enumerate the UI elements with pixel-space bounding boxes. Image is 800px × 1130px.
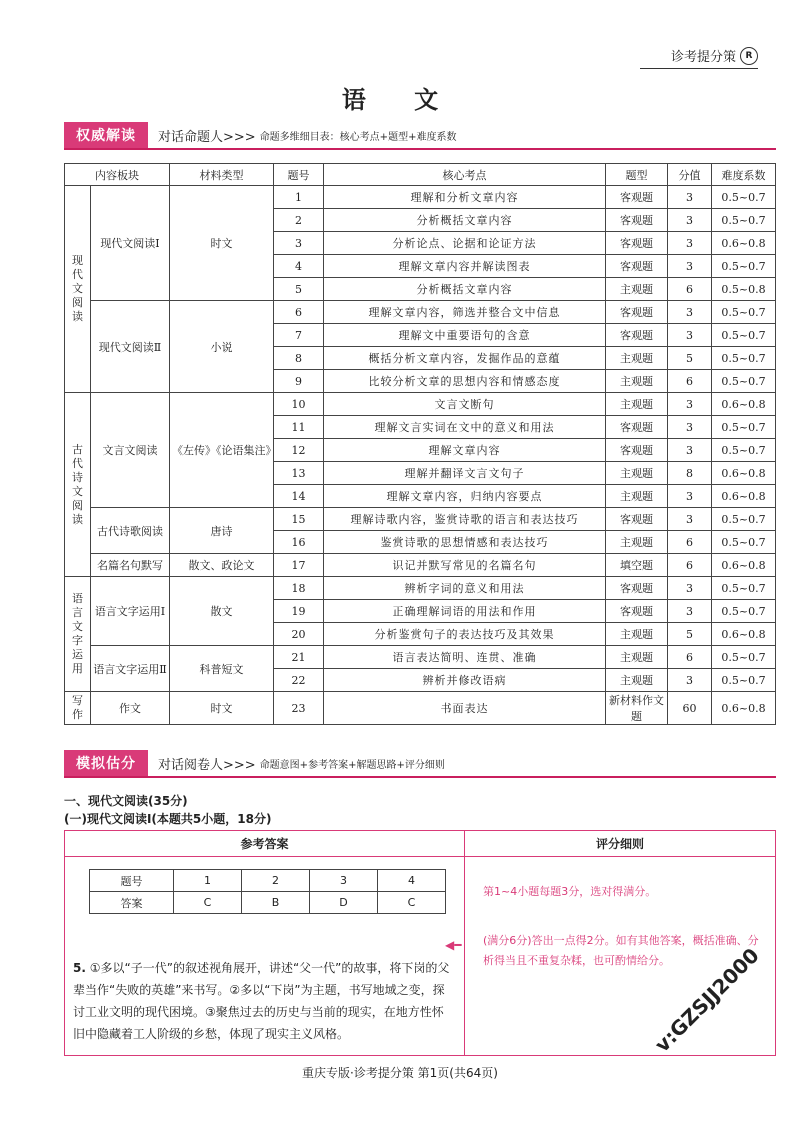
question-number: 11 xyxy=(274,416,324,439)
q5-number: 5. xyxy=(73,961,86,975)
score: 6 xyxy=(668,554,712,577)
score: 3 xyxy=(668,439,712,462)
block-name: 语 言 文 字 运 用 xyxy=(65,577,91,692)
difficulty: 0.5~0.7 xyxy=(712,416,776,439)
score: 6 xyxy=(668,278,712,301)
score: 6 xyxy=(668,531,712,554)
mc-qnum: 1 xyxy=(174,870,242,892)
difficulty: 0.5~0.7 xyxy=(712,347,776,370)
question-type: 填空题 xyxy=(606,554,668,577)
score: 3 xyxy=(668,600,712,623)
difficulty: 0.5~0.7 xyxy=(712,255,776,278)
core-point: 鉴赏诗歌的思想情感和表达技巧 xyxy=(324,531,606,554)
core-point: 分析鉴赏句子的表达技巧及其效果 xyxy=(324,623,606,646)
core-point: 识记并默写常见的名篇名句 xyxy=(324,554,606,577)
difficulty: 0.5~0.7 xyxy=(712,577,776,600)
col-header: 分值 xyxy=(668,164,712,186)
core-point: 语言表达简明、连贯、准确 xyxy=(324,646,606,669)
col-header: 材料类型 xyxy=(170,164,274,186)
material-type: 小说 xyxy=(170,301,274,393)
sub-block-name: 语言文字运用Ⅱ xyxy=(91,646,170,692)
question-number: 23 xyxy=(274,692,324,725)
question-number: 13 xyxy=(274,462,324,485)
score: 6 xyxy=(668,646,712,669)
core-point: 理解诗歌内容，鉴赏诗歌的语言和表达技巧 xyxy=(324,508,606,531)
question-number: 2 xyxy=(274,209,324,232)
difficulty: 0.6~0.8 xyxy=(712,485,776,508)
difficulty: 0.6~0.8 xyxy=(712,393,776,416)
col-header: 核心考点 xyxy=(324,164,606,186)
score: 3 xyxy=(668,186,712,209)
q5-answer xyxy=(73,957,453,1045)
table-row xyxy=(90,892,446,914)
watermark: v:GZSJJ2000 xyxy=(650,943,764,1057)
mc-answer: D xyxy=(310,892,378,914)
core-point: 理解文中重要语句的含意 xyxy=(324,324,606,347)
difficulty: 0.6~0.8 xyxy=(712,462,776,485)
brand-logo-icon: R xyxy=(740,47,758,65)
question-number: 21 xyxy=(274,646,324,669)
sub-block-name: 古代诗歌阅读 xyxy=(91,508,170,554)
question-number: 8 xyxy=(274,347,324,370)
sub-block-name: 语言文字运用Ⅰ xyxy=(91,577,170,646)
core-point: 辨析并修改语病 xyxy=(324,669,606,692)
core-point: 理解文章内容并解读图表 xyxy=(324,255,606,278)
difficulty: 0.5~0.7 xyxy=(712,646,776,669)
question-type: 主观题 xyxy=(606,623,668,646)
core-point: 概括分析文章内容，发掘作品的意蕴 xyxy=(324,347,606,370)
question-type: 客观题 xyxy=(606,255,668,278)
section-band-authority xyxy=(64,122,776,150)
difficulty: 0.5~0.7 xyxy=(712,439,776,462)
score: 3 xyxy=(668,577,712,600)
question-type: 客观题 xyxy=(606,577,668,600)
table-row xyxy=(65,692,776,725)
core-point: 书面表达 xyxy=(324,692,606,725)
section-sub: 命题意图+参考答案+解题思路+评分细则 xyxy=(259,759,445,771)
table-row xyxy=(65,646,776,669)
table-row xyxy=(65,393,776,416)
col-header: 题型 xyxy=(606,164,668,186)
mc-label: 答案 xyxy=(90,892,174,914)
core-point: 比较分析文章的思想内容和情感态度 xyxy=(324,370,606,393)
score: 6 xyxy=(668,370,712,393)
question-number: 3 xyxy=(274,232,324,255)
core-point: 正确理解词语的用法和作用 xyxy=(324,600,606,623)
core-point: 理解文章内容 xyxy=(324,439,606,462)
brand-name: 诊考提分策 xyxy=(670,50,736,65)
difficulty: 0.5~0.7 xyxy=(712,370,776,393)
col-header: 难度系数 xyxy=(712,164,776,186)
difficulty: 0.5~0.7 xyxy=(712,209,776,232)
material-type: 散文、政论文 xyxy=(170,554,274,577)
mc-answer: C xyxy=(378,892,446,914)
question-number: 16 xyxy=(274,531,324,554)
score: 8 xyxy=(668,462,712,485)
difficulty: 0.6~0.8 xyxy=(712,232,776,255)
question-number: 7 xyxy=(274,324,324,347)
score: 3 xyxy=(668,416,712,439)
question-type: 主观题 xyxy=(606,531,668,554)
core-point: 文言文断句 xyxy=(324,393,606,416)
brand-divider xyxy=(640,68,758,69)
table-header-row xyxy=(65,164,776,186)
question-number: 6 xyxy=(274,301,324,324)
difficulty: 0.6~0.8 xyxy=(712,554,776,577)
section-sub: 命题多维细目表：核心考点+题型+难度系数 xyxy=(259,131,457,143)
sub-block-name: 名篇名句默写 xyxy=(91,554,170,577)
score: 3 xyxy=(668,301,712,324)
question-type: 客观题 xyxy=(606,439,668,462)
table-row xyxy=(65,186,776,209)
part-subheading: (一)现代文阅读Ⅰ(本题共5小题，18分) xyxy=(64,812,272,826)
question-type: 客观题 xyxy=(606,600,668,623)
material-type: 科普短文 xyxy=(170,646,274,692)
material-type: 唐诗 xyxy=(170,508,274,554)
score: 5 xyxy=(668,347,712,370)
question-type: 客观题 xyxy=(606,209,668,232)
table-row xyxy=(65,554,776,577)
question-type: 客观题 xyxy=(606,416,668,439)
table-row xyxy=(65,301,776,324)
part-heading: 一、现代文阅读(35分) xyxy=(64,794,188,808)
mc-label: 题号 xyxy=(90,870,174,892)
difficulty: 0.6~0.8 xyxy=(712,692,776,725)
question-type: 主观题 xyxy=(606,669,668,692)
difficulty: 0.5~0.7 xyxy=(712,324,776,347)
question-type: 主观题 xyxy=(606,485,668,508)
exam-spec-table xyxy=(64,163,776,725)
page-footer: 重庆专版·诊考提分策 第1页(共64页) xyxy=(302,1066,498,1080)
core-point: 分析概括文章内容 xyxy=(324,278,606,301)
question-type: 主观题 xyxy=(606,278,668,301)
score: 3 xyxy=(668,669,712,692)
question-type: 客观题 xyxy=(606,508,668,531)
score: 3 xyxy=(668,255,712,278)
question-type: 主观题 xyxy=(606,646,668,669)
score: 5 xyxy=(668,623,712,646)
grading-note-mc: 第1~4小题每题3分，选对得满分。 xyxy=(483,885,657,898)
question-number: 4 xyxy=(274,255,324,278)
core-point: 分析概括文章内容 xyxy=(324,209,606,232)
question-number: 10 xyxy=(274,393,324,416)
question-number: 5 xyxy=(274,278,324,301)
block-name: 现 代 文 阅 读 xyxy=(65,186,91,393)
section-head: 对话阅卷人>>> xyxy=(158,757,256,773)
question-number: 18 xyxy=(274,577,324,600)
difficulty: 0.6~0.8 xyxy=(712,623,776,646)
score: 3 xyxy=(668,485,712,508)
question-type: 客观题 xyxy=(606,324,668,347)
material-type: 《左传》《论语集注》 xyxy=(170,393,274,508)
question-number: 14 xyxy=(274,485,324,508)
mc-qnum: 3 xyxy=(310,870,378,892)
sub-block-name: 现代文阅读Ⅱ xyxy=(91,301,170,393)
section-head: 对话命题人>>> xyxy=(158,129,256,145)
question-number: 22 xyxy=(274,669,324,692)
reference-answer-heading: 参考答案 xyxy=(65,831,465,856)
difficulty: 0.5~0.7 xyxy=(712,301,776,324)
question-number: 19 xyxy=(274,600,324,623)
core-point: 理解文言实词在文中的意义和用法 xyxy=(324,416,606,439)
sub-block-name: 现代文阅读Ⅰ xyxy=(91,186,170,301)
question-number: 17 xyxy=(274,554,324,577)
difficulty: 0.5~0.7 xyxy=(712,669,776,692)
grading-heading: 评分细则 xyxy=(595,837,644,851)
table-row xyxy=(90,870,446,892)
core-point: 辨析字词的意义和用法 xyxy=(324,577,606,600)
question-type: 新材料作文题 xyxy=(606,692,668,725)
block-name: 古 代 诗 文 阅 读 xyxy=(65,393,91,577)
question-type: 客观题 xyxy=(606,232,668,255)
difficulty: 0.5~0.7 xyxy=(712,531,776,554)
material-type: 时文 xyxy=(170,186,274,301)
block-name: 写 作 xyxy=(65,692,91,725)
mc-qnum: 4 xyxy=(378,870,446,892)
table-row xyxy=(65,508,776,531)
difficulty: 0.5~0.8 xyxy=(712,278,776,301)
material-type: 时文 xyxy=(170,692,274,725)
score: 3 xyxy=(668,232,712,255)
mc-answer-table xyxy=(89,869,446,914)
sub-block-name: 文言文阅读 xyxy=(91,393,170,508)
question-number: 12 xyxy=(274,439,324,462)
score: 3 xyxy=(668,209,712,232)
difficulty: 0.5~0.7 xyxy=(712,508,776,531)
grading-note-q5: (满分6分)答出一点得2分。如有其他答案，概括准确、分析得当且不重复杂糅，也可酌情给分。 xyxy=(483,934,759,967)
score: 3 xyxy=(668,508,712,531)
core-point: 理解文章内容，归纳内容要点 xyxy=(324,485,606,508)
core-point: 理解并翻译文言文句子 xyxy=(324,462,606,485)
score: 3 xyxy=(668,324,712,347)
q5-text: ①多以“子一代”的叙述视角展开，讲述“父一代”的故事，将下岗的父辈当作“失败的英雄”来书写。②多以“下岗”为主题，书写地域之变，探讨工业文明的现代困境。③聚焦过去的历史与当前的现实，在地方性怀旧中隐藏着工人阶级的乡愁，体现了现实主义风格。 xyxy=(73,961,450,1041)
question-type: 主观题 xyxy=(606,462,668,485)
mc-qnum: 2 xyxy=(242,870,310,892)
core-point: 理解文章内容，筛选并整合文中信息 xyxy=(324,301,606,324)
sub-block-name: 作文 xyxy=(91,692,170,725)
mc-answer: B xyxy=(242,892,310,914)
question-number: 1 xyxy=(274,186,324,209)
col-header: 内容板块 xyxy=(65,164,170,186)
score: 3 xyxy=(668,393,712,416)
question-number: 9 xyxy=(274,370,324,393)
difficulty: 0.5~0.7 xyxy=(712,186,776,209)
material-type: 散文 xyxy=(170,577,274,646)
section-band-simulation xyxy=(64,750,776,778)
arrow-left-icon: ◀━ xyxy=(445,938,462,952)
difficulty: 0.5~0.7 xyxy=(712,600,776,623)
table-row xyxy=(65,577,776,600)
question-type: 主观题 xyxy=(606,347,668,370)
answer-box-header xyxy=(65,831,775,857)
page-title: 语 文 xyxy=(341,85,459,114)
question-number: 15 xyxy=(274,508,324,531)
question-type: 客观题 xyxy=(606,301,668,324)
mc-answer: C xyxy=(174,892,242,914)
question-type: 主观题 xyxy=(606,393,668,416)
col-header: 题号 xyxy=(274,164,324,186)
question-type: 主观题 xyxy=(606,370,668,393)
core-point: 理解和分析文章内容 xyxy=(324,186,606,209)
section-tag: 权威解读 xyxy=(64,122,148,148)
question-number: 20 xyxy=(274,623,324,646)
question-type: 客观题 xyxy=(606,186,668,209)
score: 60 xyxy=(668,692,712,725)
section-tag: 模拟估分 xyxy=(64,750,148,776)
brand xyxy=(671,46,758,65)
core-point: 分析论点、论据和论证方法 xyxy=(324,232,606,255)
reference-answer-panel xyxy=(65,857,465,1055)
